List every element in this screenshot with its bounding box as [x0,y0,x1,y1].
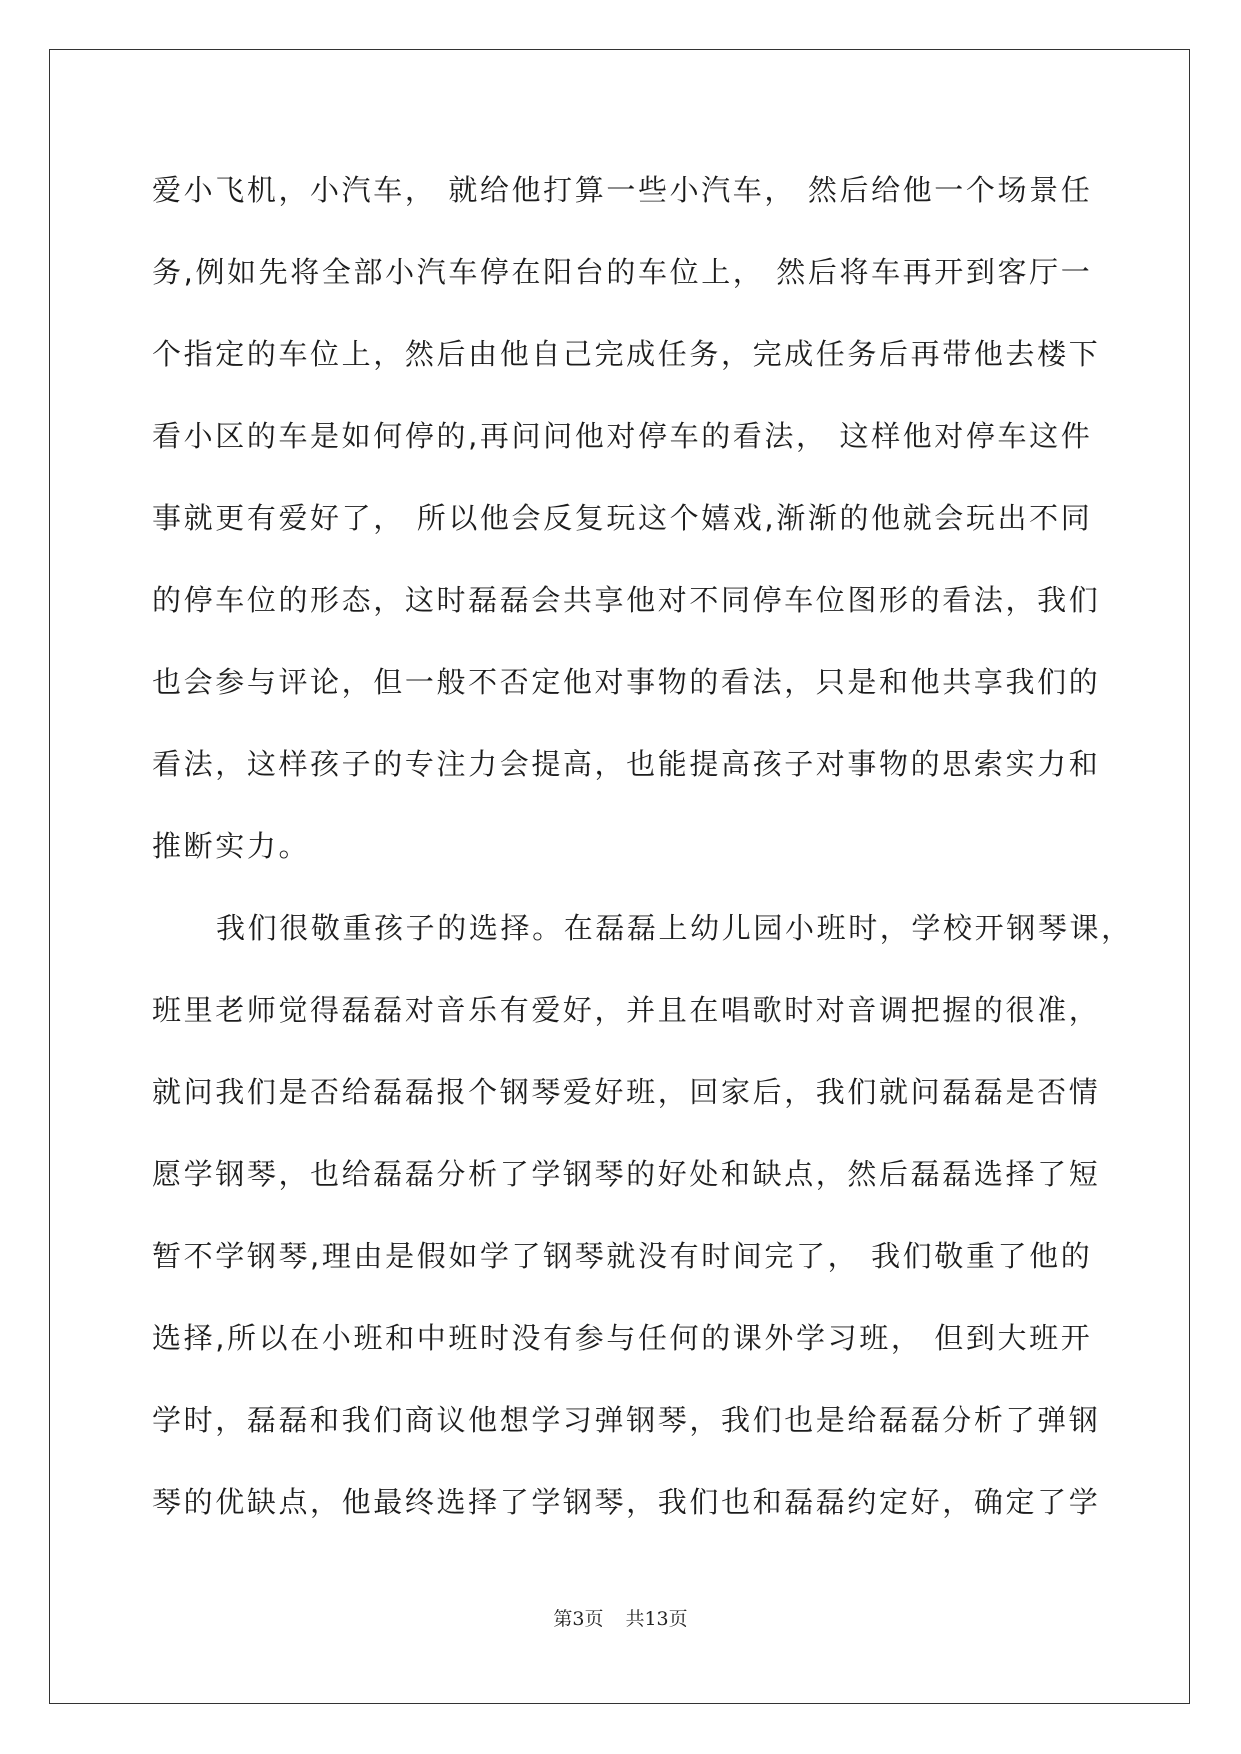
page-total: 共13页 [625,1608,688,1630]
text-line: 个指定的车位上，然后由他自己完成任务，完成任务后再带他去楼下 [152,337,1101,371]
text-line: 就问我们是否给磊磊报个钢琴爱好班，回家后，我们就问磊磊是否情 [152,1075,1101,1109]
text-line: 学时，磊磊和我们商议他想学习弹钢琴，我们也是给磊磊分析了弹钢 [152,1403,1101,1437]
text-line: 爱小飞机，小汽车， 就给他打算一些小汽车， 然后给他一个场景任 [152,173,1093,207]
text-line: 琴的优缺点，他最终选择了学钢琴，我们也和磊磊约定好，确定了学 [152,1485,1101,1519]
document-body [152,160,1133,1554]
text-line: 选择,所以在小班和中班时没有参与任何的课外学习班， 但到大班开 [152,1321,1093,1355]
text-line: 看小区的车是如何停的,再问问他对停车的看法， 这样他对停车这件 [152,419,1093,453]
page-footer [0,1604,1241,1631]
text-line: 务,例如先将全部小汽车停在阳台的车位上， 然后将车再开到客厅一 [152,255,1093,289]
text-line-paragraph-start: 我们很敬重孩子的选择。在磊磊上幼儿园小班时，学校开钢琴课， [216,911,1133,945]
text-line: 事就更有爱好了， 所以他会反复玩这个嬉戏,渐渐的他就会玩出不同 [152,501,1093,535]
text-line-paragraph-end: 推断实力。 [152,829,311,863]
text-line: 的停车位的形态，这时磊磊会共享他对不同停车位图形的看法，我们 [152,583,1101,617]
text-line: 看法，这样孩子的专注力会提高，也能提高孩子对事物的思索实力和 [152,747,1101,781]
text-line: 暂不学钢琴,理由是假如学了钢琴就没有时间完了， 我们敬重了他的 [152,1239,1093,1273]
page-number: 第3页 [553,1608,604,1630]
text-line: 愿学钢琴，也给磊磊分析了学钢琴的好处和缺点，然后磊磊选择了短 [152,1157,1101,1191]
text-line: 也会参与评论，但一般不否定他对事物的看法，只是和他共享我们的 [152,665,1101,699]
text-line: 班里老师觉得磊磊对音乐有爱好，并且在唱歌时对音调把握的很准， [152,993,1101,1027]
